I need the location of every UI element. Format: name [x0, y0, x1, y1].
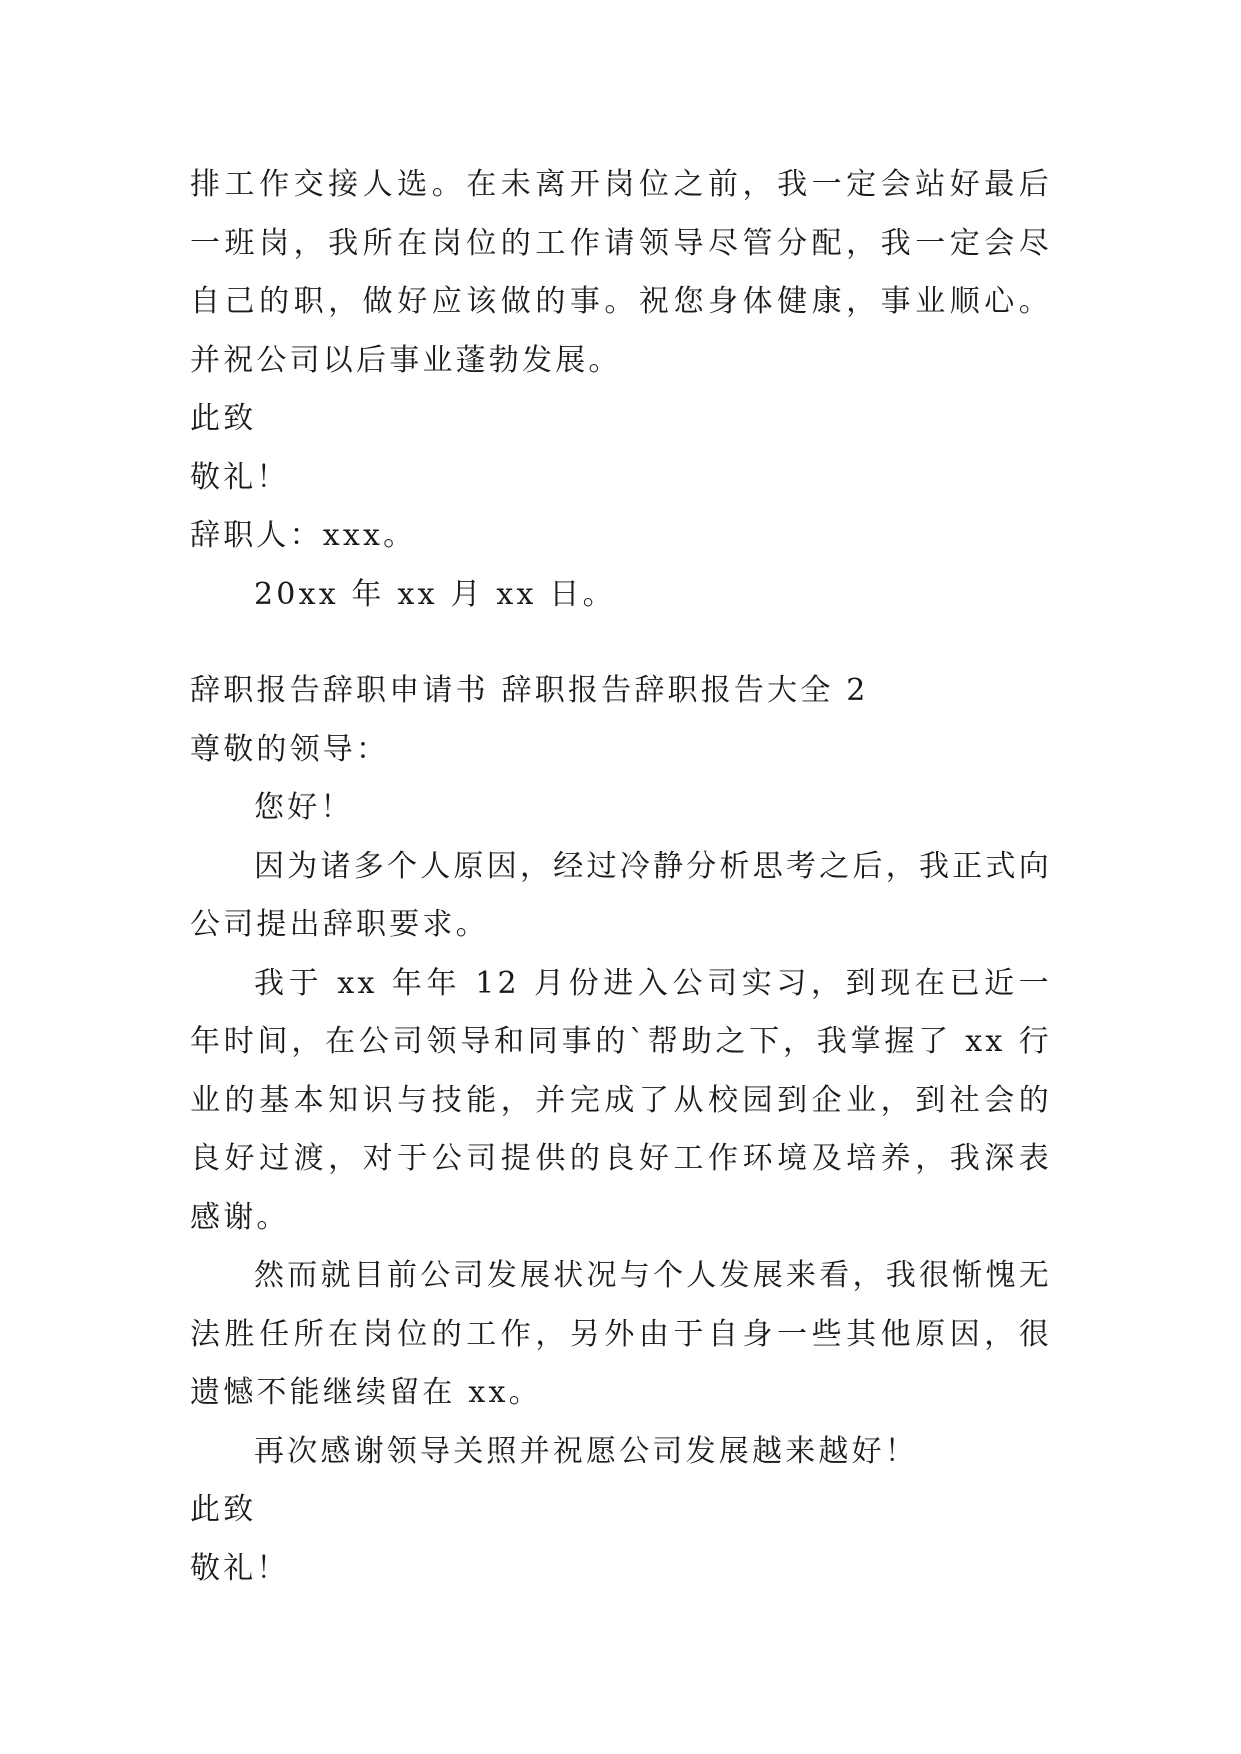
- letter-1-date: 20xx 年 xx 月 xx 日。: [254, 576, 616, 612]
- letter-2-closing-2: 敬礼！: [190, 1550, 290, 1586]
- letter-1-closing-2: 敬礼！: [190, 459, 290, 495]
- letter-1-body-tail: 排工作交接人选。在未离开岗位之前，我一定会站好最后一班岗，我所在岗位的工作请领导尽管分配，我一定会尽自己的职，做好应该做的事。祝您身体健康，事业顺心。并祝公司以后事业蓬勃发展。: [190, 167, 1052, 378]
- letter-2-greeting: 您好！: [254, 790, 354, 825]
- letter-2-paragraph-4: 再次感谢领导关照并祝愿公司发展越来越好！: [254, 1433, 918, 1469]
- letter-2: [190, 662, 1052, 1598]
- letter-2-title: 辞职报告辞职申请书 辞职报告辞职报告大全 2: [190, 673, 869, 708]
- letter-2-paragraph-1: 因为诸多个人原因，经过冷静分析思考之后，我正式向公司提出辞职要求。: [190, 848, 1052, 942]
- letter-1-closing-1: 此致: [190, 401, 257, 436]
- letter-2-salutation: 尊敬的领导：: [190, 731, 390, 767]
- letter-1-signer: 辞职人：xxx。: [190, 518, 417, 553]
- letter-2-paragraph-3: 然而就目前公司发展状况与个人发展来看，我很惭愧无法胜任所在岗位的工作，另外由于自身一些其他原因，很遗憾不能继续留在 xx。: [190, 1258, 1052, 1410]
- letter-1-ending: [190, 156, 1052, 624]
- letter-2-closing-1: 此致: [190, 1492, 257, 1527]
- letter-2-paragraph-2: 我于 xx 年年 12 月份进入公司实习，到现在已近一年时间，在公司领导和同事的`帮助之下，我掌握了 xx 行业的基本知识与技能，并完成了从校园到企业，到社会的良好过渡，对于公司提供的良好工作环境及培养，我深表感谢。: [190, 965, 1052, 1235]
